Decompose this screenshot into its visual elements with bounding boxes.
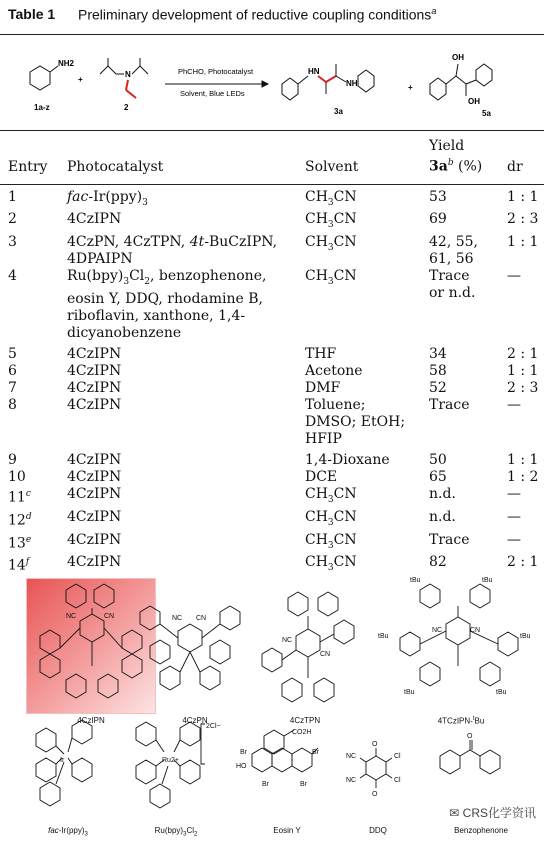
ddq-cl-label-2: Cl	[394, 777, 401, 784]
solvent-cell: $CH_3CN$	[305, 508, 357, 528]
tbu-label-2: tBu	[482, 577, 493, 584]
scheme-drawing	[0, 44, 544, 124]
col-yield-line2	[429, 155, 507, 176]
photocatalyst-cell: 4CzIPN	[67, 346, 122, 363]
solvent-cell: $CH_3CN$	[305, 234, 357, 254]
photocatalyst-cell: $Ru(bpy)_3Cl_2$, benzophenone, eosin Y, DDQ, rhodamine B, riboflavin, xanthone, 1,4- dicyanobenzene	[67, 268, 267, 342]
solvent-cell: DMF	[305, 380, 341, 397]
photocatalyst-cell: 4CzIPN	[67, 508, 122, 525]
solvent-cell: 1,4-Dioxane	[305, 452, 390, 469]
ddq-cl-label-1: Cl	[394, 753, 401, 760]
label-eosin-y: Eosin Y	[273, 826, 301, 835]
title-footnote: a	[431, 6, 437, 16]
solvent-cell: $CH_3CN$	[305, 188, 357, 208]
photocatalyst-cell: 4CzIPN	[67, 363, 122, 380]
label-4czipn: 4CzIPN	[77, 716, 105, 725]
table-title	[78, 6, 436, 23]
plus-sign-1: +	[78, 75, 83, 84]
watermark: ✉ CRS化学资讯	[449, 806, 536, 820]
product-nh-left: HN	[308, 67, 320, 76]
scheme-rule	[0, 130, 544, 131]
plus-sign-2: +	[408, 83, 413, 92]
4tczipn-cn-label: CN	[470, 627, 481, 634]
reactant2-label: 2	[124, 103, 129, 112]
label-ddq: DDQ	[369, 826, 387, 835]
table-row	[0, 452, 544, 469]
yield-cell: 34	[429, 346, 447, 363]
eosin-co2h-label: CO2H	[292, 729, 312, 736]
4czpn-cn-label: CN	[196, 615, 207, 622]
tbu-label-5: tBu	[404, 689, 415, 696]
conditions-top: PhCHO, Photocatalyst	[178, 67, 254, 76]
yield-cell: 42, 55, 61, 56	[429, 234, 478, 268]
dr-cell: —	[507, 268, 521, 285]
nh2-label: NH2	[58, 59, 75, 68]
col-yield-unit: (%)	[458, 158, 483, 175]
dr-cell: 1 : 1	[507, 363, 539, 380]
eosin-br-label-3: Br	[262, 781, 269, 788]
entry-cell: 8	[8, 397, 17, 414]
col-photocatalyst: Photocatalyst	[67, 158, 164, 175]
dr-cell: 1 : 1	[507, 452, 539, 469]
entry-cell: 2	[8, 211, 17, 228]
photocatalyst-cell: 4CzIPN	[67, 486, 122, 503]
table-row	[0, 211, 544, 234]
table-row	[0, 486, 544, 509]
amine-n: N	[125, 70, 131, 79]
label-benzophenone: Benzophenone	[454, 826, 508, 835]
solvent-cell: $CH_3CN$	[305, 486, 357, 505]
wechat-icon: ✉	[449, 806, 463, 820]
solvent-cell: $CH_3CN$	[305, 268, 357, 288]
photocatalyst-cell: 4CzIPN	[67, 469, 122, 486]
dr-cell: 1 : 1	[507, 188, 539, 205]
4tczipn-nc-label: NC	[432, 627, 443, 634]
solvent-cell: Acetone	[305, 363, 363, 380]
ddq-o-label-1: O	[372, 741, 378, 748]
solvent-cell: Toluene; DMSO; EtOH; HFIP	[305, 397, 406, 448]
label-ru-bpy3cl2: $Ru(bpy)_3Cl_2$	[154, 826, 198, 838]
col-solvent: Solvent	[305, 158, 359, 175]
benzophenone-o-label: O	[467, 733, 473, 740]
table-row	[0, 397, 544, 448]
dr-cell: 1 : 2	[507, 469, 539, 486]
table-body	[0, 189, 544, 578]
tbu-label-6: tBu	[496, 689, 507, 696]
dr-cell: 2 : 1	[507, 346, 539, 363]
tbu-label-1: tBu	[410, 577, 421, 584]
tbu-label-3: tBu	[378, 633, 389, 640]
dr-cell: 2 : 1	[507, 554, 539, 571]
eosin-ho-label: HO	[236, 763, 247, 770]
ir-atom-label: Ir	[60, 757, 65, 764]
table-row	[0, 554, 544, 577]
reaction-scheme	[0, 44, 544, 124]
entry-cell: 9	[8, 452, 17, 469]
aniline-ring	[30, 66, 50, 90]
label-4czpn: 4CzPN	[182, 716, 208, 725]
side-product-label: 5a	[482, 109, 491, 118]
photocatalyst-cell: 4CzIPN	[67, 452, 122, 469]
catalyst-structures	[0, 576, 544, 843]
col-entry: Entry	[8, 158, 48, 175]
4czpn-nc-label: NC	[172, 615, 183, 622]
entry-cell: 12$^d$	[8, 511, 32, 529]
entry-cell: 6	[8, 363, 17, 380]
yield-cell: 69	[429, 211, 447, 228]
table-row	[0, 532, 544, 555]
top-rule	[0, 34, 544, 35]
eosin-br-label-1: Br	[240, 749, 247, 756]
4cztpn-nc-label: NC	[282, 637, 293, 644]
entry-cell: 14$^f$	[8, 557, 30, 575]
header-row	[0, 138, 544, 176]
table-row	[0, 363, 544, 380]
table-row	[0, 380, 544, 397]
conditions-bottom: Solvent, Blue LEDs	[180, 89, 245, 98]
photocatalyst-cell: 4CzIPN	[67, 397, 122, 414]
photocatalyst-cell: 4CzIPN	[67, 531, 122, 548]
oh-bottom: OH	[468, 97, 480, 106]
table-row	[0, 234, 544, 268]
col-yield-footnote: b	[447, 158, 454, 168]
solvent-cell: $CH_3CN$	[305, 531, 357, 551]
entry-cell: 4	[8, 268, 17, 285]
label-4tczipn-tbu: 4TCzIPN-$^t$Bu	[437, 716, 485, 726]
4cztpn-cn-label: CN	[320, 651, 331, 658]
photocatalyst-cell: fac-$Ir(ppy)_3$	[67, 188, 148, 208]
table-row	[0, 346, 544, 363]
yield-cell: Trace	[429, 397, 470, 414]
photocatalyst-cell: 4CzPN, 4CzTPN, 4t-BuCzIPN, 4DPAIPN	[67, 234, 278, 268]
entry-cell: 5	[8, 346, 17, 363]
ru-counterion-label: 2Cl−	[206, 723, 221, 730]
product-nh-right: NH	[346, 79, 358, 88]
tbu-label-4: tBu	[520, 633, 531, 640]
ddq-o-label-2: O	[372, 791, 378, 798]
photocatalyst-cell: 4CzIPN	[67, 380, 122, 397]
col-yield-compound: 3a	[429, 158, 448, 175]
eosin-br-label-4: Br	[300, 781, 307, 788]
dr-cell: —	[507, 397, 521, 414]
4czipn-cn-label: CN	[104, 613, 115, 620]
solvent-cell: DCE	[305, 469, 338, 486]
yield-cell: n.d.	[429, 486, 456, 503]
table-label: Table 1	[8, 6, 56, 22]
conditions-table	[0, 138, 544, 577]
dr-cell: 2 : 3	[507, 211, 539, 228]
ddq-nc-label-1: NC	[346, 753, 357, 760]
eosin-br-label-2: Br	[312, 749, 319, 756]
entry-cell: 10	[8, 469, 26, 486]
dr-cell: —	[507, 508, 521, 525]
yield-cell: n.d.	[429, 508, 456, 525]
ru-atom-label: Ru2+	[162, 757, 179, 764]
ddq-nc-label-2: NC	[346, 777, 357, 784]
yield-cell: 58	[429, 363, 447, 380]
yield-cell: Trace or n.d.	[429, 268, 476, 302]
photocatalyst-cell: 4CzIPN	[67, 554, 122, 571]
col-yield	[429, 138, 507, 176]
yield-cell: 50	[429, 452, 447, 469]
reactant1-label: 1a-z	[34, 103, 50, 112]
solvent-cell: $CH_3CN$	[305, 211, 357, 231]
yield-cell: 65	[429, 469, 447, 486]
dr-cell: —	[507, 531, 521, 548]
table-title-bar	[0, 0, 544, 30]
product-label: 3a	[334, 107, 343, 116]
table-title-text: Preliminary development of reductive coupling conditions	[78, 6, 432, 23]
yield-cell: 53	[429, 188, 447, 205]
dr-cell: —	[507, 486, 521, 503]
yield-cell: 82	[429, 554, 447, 571]
label-fac-ir-ppy3: fac-$Ir(ppy)_3$	[48, 826, 88, 838]
structures-drawing	[0, 576, 544, 843]
table-row	[0, 469, 544, 486]
solvent-cell: THF	[305, 346, 337, 363]
dr-cell: 2 : 3	[507, 380, 539, 397]
photocatalyst-cell: 4CzIPN	[67, 211, 122, 228]
yield-cell: 52	[429, 380, 447, 397]
solvent-cell: $CH_3CN$	[305, 554, 357, 574]
table-row	[0, 509, 544, 532]
entry-cell: 13e	[8, 534, 32, 552]
dr-cell: 1 : 1	[507, 234, 539, 251]
label-4cztpn: 4CzTPN	[289, 716, 321, 725]
table-row	[0, 268, 544, 342]
oh-top: OH	[452, 53, 464, 62]
entry-cell: 7	[8, 380, 17, 397]
4czipn-nc-label: NC	[66, 613, 77, 620]
entry-cell: 3	[8, 234, 17, 251]
entry-cell: 11$^c$	[8, 489, 31, 506]
entry-cell: 1	[8, 188, 17, 205]
yield-cell: Trace	[429, 531, 470, 548]
table-row	[0, 189, 544, 212]
col-yield-line1: Yield	[429, 138, 465, 154]
col-dr: dr	[507, 158, 523, 175]
